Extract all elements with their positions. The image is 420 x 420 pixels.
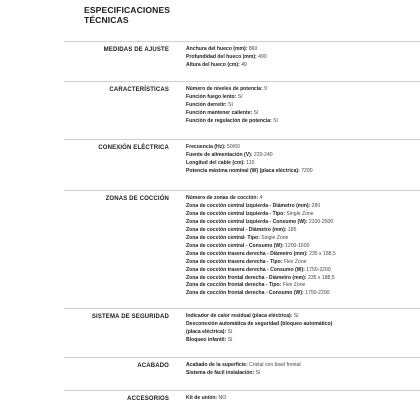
spec-rows [186, 144, 418, 176]
section-label: MEDIDAS DE AJUSTE [103, 47, 169, 53]
spec-row [186, 152, 418, 160]
page-title-line-2: TÉCNICAS [84, 15, 129, 25]
spec-value: Flex Zone [281, 282, 306, 289]
spec-key: Zona de cocción trasera derecha - Consumo (W): [186, 266, 305, 273]
spec-value: Sí [226, 101, 233, 108]
spec-row [186, 313, 418, 321]
spec-value: Single Zone [259, 234, 289, 241]
spec-key: Zona de cocción central - Consumo (W): [186, 242, 284, 249]
spec-rows [186, 362, 418, 378]
spec-value: NO [217, 395, 227, 401]
spec-value: Sí [254, 369, 261, 376]
spec-key: Número de zonas de cocción: [186, 195, 259, 201]
spec-row [186, 219, 418, 227]
spec-value: 7200 [299, 167, 313, 174]
spec-row [186, 362, 418, 370]
section-divider [64, 390, 420, 391]
spec-row [186, 337, 418, 345]
spec-key: Número de niveles de potencia: [186, 86, 263, 92]
spec-value: Sí [226, 328, 233, 335]
spec-key: Zona de cocción central - Diámetro (mm): [186, 226, 287, 233]
spec-key: Bloqueo infantil: [186, 336, 227, 343]
spec-value: 235 x 188,5 [306, 274, 335, 281]
spec-row [186, 251, 418, 259]
spec-row [186, 203, 418, 211]
spec-value: 9 [262, 86, 267, 92]
spec-value: 1750-2200 [303, 290, 330, 297]
spec-row [186, 62, 418, 70]
spec-rows [186, 46, 418, 70]
spec-key: Indicador de calor residual (placa eléctrica): [186, 313, 293, 319]
spec-key: Acabado de la superficie: [186, 362, 248, 368]
spec-key: Zona de cocción frontal derecha - Tipo: [186, 282, 282, 289]
spec-key: Zona de cocción central- Tipo: [186, 234, 260, 241]
section-divider [64, 41, 420, 42]
spec-value: 860 [247, 46, 258, 52]
spec-value: 185 [286, 226, 297, 233]
spec-key: Altura del hueco (cm): [186, 61, 240, 68]
spec-value: Sí [271, 117, 278, 124]
spec-row [186, 227, 418, 235]
spec-key: Kit de unión: [186, 395, 218, 401]
spec-row [186, 370, 418, 378]
spec-key: Longitud del cable (cm): [186, 159, 245, 166]
spec-row [186, 160, 418, 168]
spec-key: Zona de cocción frontal derecha - Consumo (W): [186, 290, 304, 297]
spec-row [186, 329, 418, 337]
spec-row [186, 144, 418, 152]
spec-value: Sí [292, 313, 299, 319]
spec-row [186, 290, 418, 298]
section-divider [64, 308, 420, 309]
section-divider [64, 81, 420, 82]
spec-value: 1200-1600 [283, 242, 310, 249]
spec-row [186, 267, 418, 275]
spec-key: Función derretir: [186, 101, 227, 108]
spec-row [186, 243, 418, 251]
spec-row [186, 321, 418, 329]
spec-value: 235 x 188,5 [307, 250, 336, 257]
section-label: CARACTERÍSTICAS [109, 87, 169, 93]
spec-value: 49 [239, 61, 247, 68]
spec-rows [186, 195, 418, 298]
spec-value: 2100-2500 [307, 218, 334, 225]
section-divider [64, 139, 420, 140]
spec-value: Cristal con bisel frontal [247, 362, 301, 368]
spec-value: 4 [258, 195, 263, 201]
spec-row [186, 102, 418, 110]
spec-row [186, 195, 418, 203]
spec-value: Flex Zone [282, 258, 307, 265]
section-label: ZONAS DE COCCIÓN [105, 196, 169, 202]
spec-rows [186, 313, 418, 345]
spec-key: Zona de cocción trasera derecha - Diámetro (mm): [186, 250, 308, 257]
spec-key: Frecuencia (Hz): [186, 144, 226, 150]
spec-key: Zona de cocción frontal derecha - Diámetro (mm): [186, 274, 307, 281]
spec-row [186, 235, 418, 243]
spec-rows [186, 395, 418, 403]
page-title-line-1: ESPECIFICACIONES [84, 5, 171, 15]
spec-key: Zona de cocción central izquierda - Tipo: [186, 210, 285, 217]
spec-row [186, 54, 418, 62]
spec-row [186, 168, 418, 176]
spec-rows [186, 86, 418, 126]
section-divider [64, 357, 420, 358]
spec-value: Sí [252, 109, 259, 116]
spec-row [186, 118, 418, 126]
spec-value: 280 [310, 202, 321, 209]
section-label: ACCESORIOS [127, 396, 169, 402]
spec-value: Single Zone [284, 210, 314, 217]
spec-row [186, 110, 418, 118]
spec-row [186, 46, 418, 54]
spec-value: Sí [226, 336, 233, 343]
spec-key: Función de regulación de potencia: [186, 117, 272, 124]
section-label: CONEXIÓN ELÉCTRICA [98, 145, 169, 151]
spec-key: Función fuego lento: [186, 93, 237, 100]
spec-key: Zona de cocción central izquierda - Diámetro (mm): [186, 202, 311, 209]
spec-value: 490 [256, 53, 267, 60]
spec-key: Función mantener caliente: [186, 109, 253, 116]
spec-row [186, 275, 418, 283]
spec-key: Zona de cocción trasera derecha - Tipo: [186, 258, 283, 265]
section-divider [64, 190, 420, 191]
spec-key: Profundidad del hueco (mm): [186, 53, 257, 60]
spec-value: 1750-2200 [304, 266, 331, 273]
section-label: ACABADO [137, 363, 169, 369]
spec-key: Potencia máxima nominal (W) (placa eléctrica): [186, 167, 300, 174]
spec-row [186, 94, 418, 102]
page-title [84, 5, 170, 25]
spec-row [186, 211, 418, 219]
spec-key: (placa eléctrica): [186, 328, 227, 335]
spec-row [186, 86, 418, 94]
spec-key: Fuente de alimentación (V): [186, 151, 253, 158]
spec-value: Sí [236, 93, 243, 100]
spec-key: Desconexión automática de seguridad (bloqueo automático) [186, 320, 333, 327]
spec-value: 220-240 [252, 151, 273, 158]
spec-key: Zona de cocción central izquierda - Consumo (W): [186, 218, 308, 225]
spec-row [186, 395, 418, 403]
spec-key: Anchura del hueco (mm): [186, 46, 248, 52]
spec-value: 110 [244, 159, 255, 166]
section-label: SISTEMA DE SEGURIDAD [91, 314, 169, 320]
spec-value: 50/60 [225, 144, 240, 150]
spec-row [186, 259, 418, 267]
spec-row [186, 282, 418, 290]
spec-key: Sistema de fácil instalación: [186, 369, 255, 376]
